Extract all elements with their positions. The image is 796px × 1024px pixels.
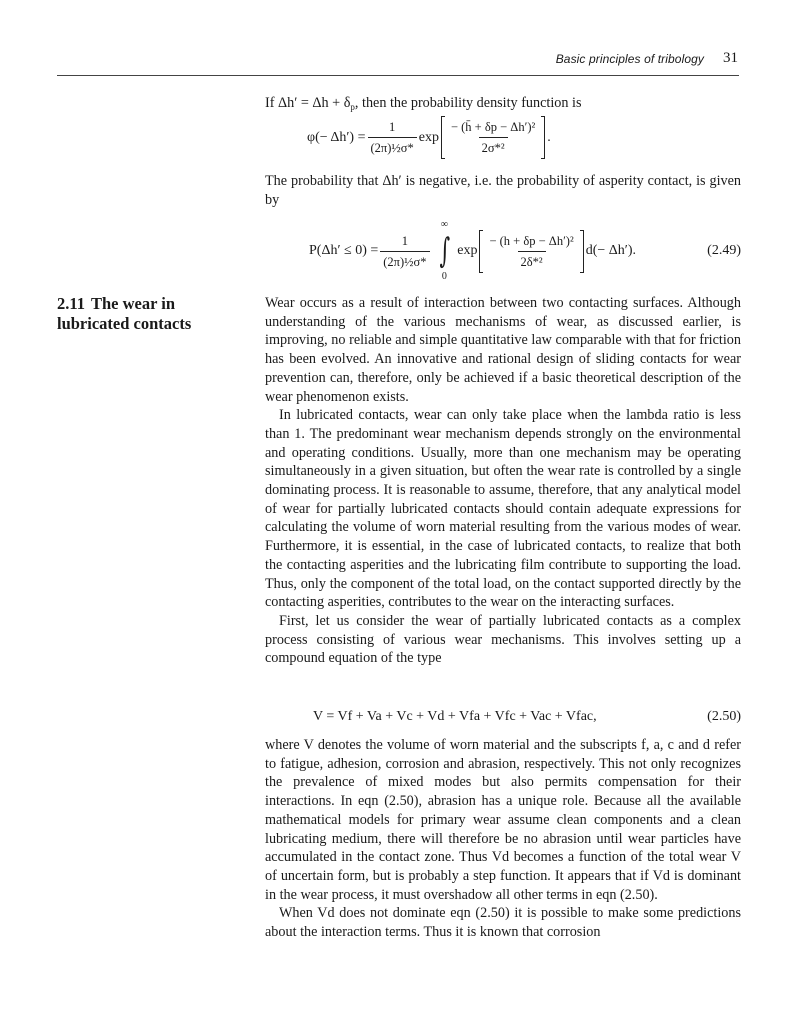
section-heading: 2.11 The wear in lubricated contacts [57, 294, 192, 333]
equation-number-2-50: (2.50) [707, 709, 741, 724]
equation-phi: φ(− Δh′) = $\frac{1}{\text{(2π)½σ*}}$ exp $\frac{\text{− (h̄ + δp − Δh′)²}}{\text{2σ*²}}$ . [265, 116, 741, 159]
body-text [265, 294, 741, 668]
body-text-continued [265, 736, 741, 942]
equation-2-49: P(Δh′ ≤ 0) = $\frac{1}{\text{(2π)½σ*}}$ ∞ ∫ 0 exp $\frac{\text{− (h + δp − Δh′)²}}{\text{2δ*²}}$ d(− Δh′). (2.49) [309, 219, 741, 282]
paragraph: where V denotes the volume of worn material and the subscripts f, a, c and d refer to fatigue, adhesion, corrosion and abrasion, respectively. This not only recognizes the prevalence of mixed modes but also permits compensation for their interactions. In eqn (2.50), abrasion has a unique role. Because all the available mathematical models for primary wear assume clean components and a clean lubricating medium, there will therefore be no abrasion until wear particles have accumulated in the contact zone. Thus Vd becomes a function of the total wear V of uncertain form, but is probably a step function. It appears that if Vd is dominant in the wear process, it must overshadow all other terms in eqn (2.50). [265, 737, 741, 903]
equation-2-50: V = Vf + Va + Vc + Vd + Vfa + Vfc + Vac + Vfac, (2.50) [313, 709, 741, 724]
running-title: Basic principles of tribology [555, 52, 704, 66]
paragraph: In lubricated contacts, wear can only take place when the lambda ratio is less than 1. The predominant wear mechanism depends strongly on the environmental and operating conditions. Usually, more than one mechanism may be operating simultaneously in a given situation, but often the wear rate is controlled by a single dominating process. It is reasonable to assume, therefore, that any analytical model of wear for partially lubricated contacts should contain adequate expressions for calculating the volume of worn material resulting from the various modes of wear. Furthermore, it is essential, in the case of lubricated contacts, to realize that both the contacting asperities and the lubricating film contribute to supporting the load. Thus, only the component of the total load, on the contact supported directly by the contacting asperities, contributes to the wear on the interacting surfaces. [265, 407, 741, 611]
header-rule [57, 75, 739, 76]
paragraph: Wear occurs as a result of interaction between two contacting surfaces. Although understanding of the various mechanisms of wear, as discussed earlier, is improving, no reliable and simple quantitative law comparable with that for friction has been evolved. An innovative and rational design of sliding contacts for wear prevention can, therefore, only be achieved if a basic theoretical description of the wear phenomenon exists. [265, 295, 741, 405]
intro-line: If $\Delta h' = \Delta h + \delta_p$, then the probability density function is [265, 95, 582, 112]
paragraph: First, let us consider the wear of partially lubricated contacts as a complex process consisting of various wear mechanisms. This involves setting up a compound equation of the type [265, 612, 741, 667]
probability-text: The probability that Δh′ is negative, i.e. the probability of asperity contact, is given by [265, 173, 741, 208]
equation-number-2-49: (2.49) [707, 243, 741, 258]
page-number: 31 [723, 50, 738, 66]
paragraph: When Vd does not dominate eqn (2.50) it is possible to make some predictions about the interaction terms. Thus it is known that corrosion [265, 905, 741, 941]
